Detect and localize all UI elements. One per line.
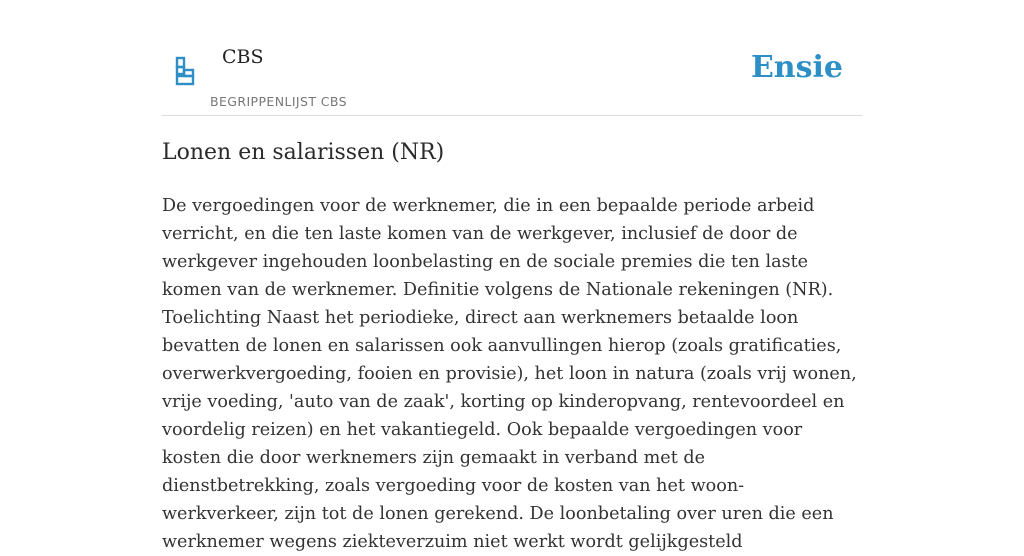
ensie-brand-logo[interactable]: Ensie bbox=[750, 50, 843, 85]
definition-text: De vergoedingen voor de werknemer, die in een bepaalde periode arbeid verricht, en die ten laste komen van de werkgever, inclusief de door de werkgever ingehouden loonbelasting en de sociale premies die ten laste komen van de werknemer. Definitie volgens de Nationale rekeningen (NR). Toelichting Naast het periodieke, direct aan werknemers betaalde loon bevatten de lonen en salarissen ook aanvullingen hierop (zoals gratificaties, overwerkvergoeding, fooien en provisie), het loon in natura (zoals vrij wonen, vrije voeding, 'auto van de zaak', korting op kinderopvang, rentevoordeel en voordelig reizen) en het vakantiegeld. Ook bepaalde vergoedingen voor kosten die door werknemers zijn gemaakt in verband met de dienstbetrekking, zoals vergoeding voor de kosten van het woon- werkverkeer, zijn tot de lonen gerekend. De loonbetaling over uren die een werknemer wegens ziekteverzuim niet werkt wordt gelijkgesteld bbox=[162, 196, 857, 552]
term-title: Lonen en salarissen (NR) bbox=[162, 140, 445, 165]
definition-card bbox=[162, 0, 862, 552]
source-name[interactable]: CBS bbox=[222, 46, 264, 68]
source-subtitle[interactable]: BEGRIPPENLIJST CBS bbox=[210, 94, 347, 109]
card-header bbox=[162, 0, 862, 116]
cbs-logo-icon bbox=[175, 56, 197, 86]
